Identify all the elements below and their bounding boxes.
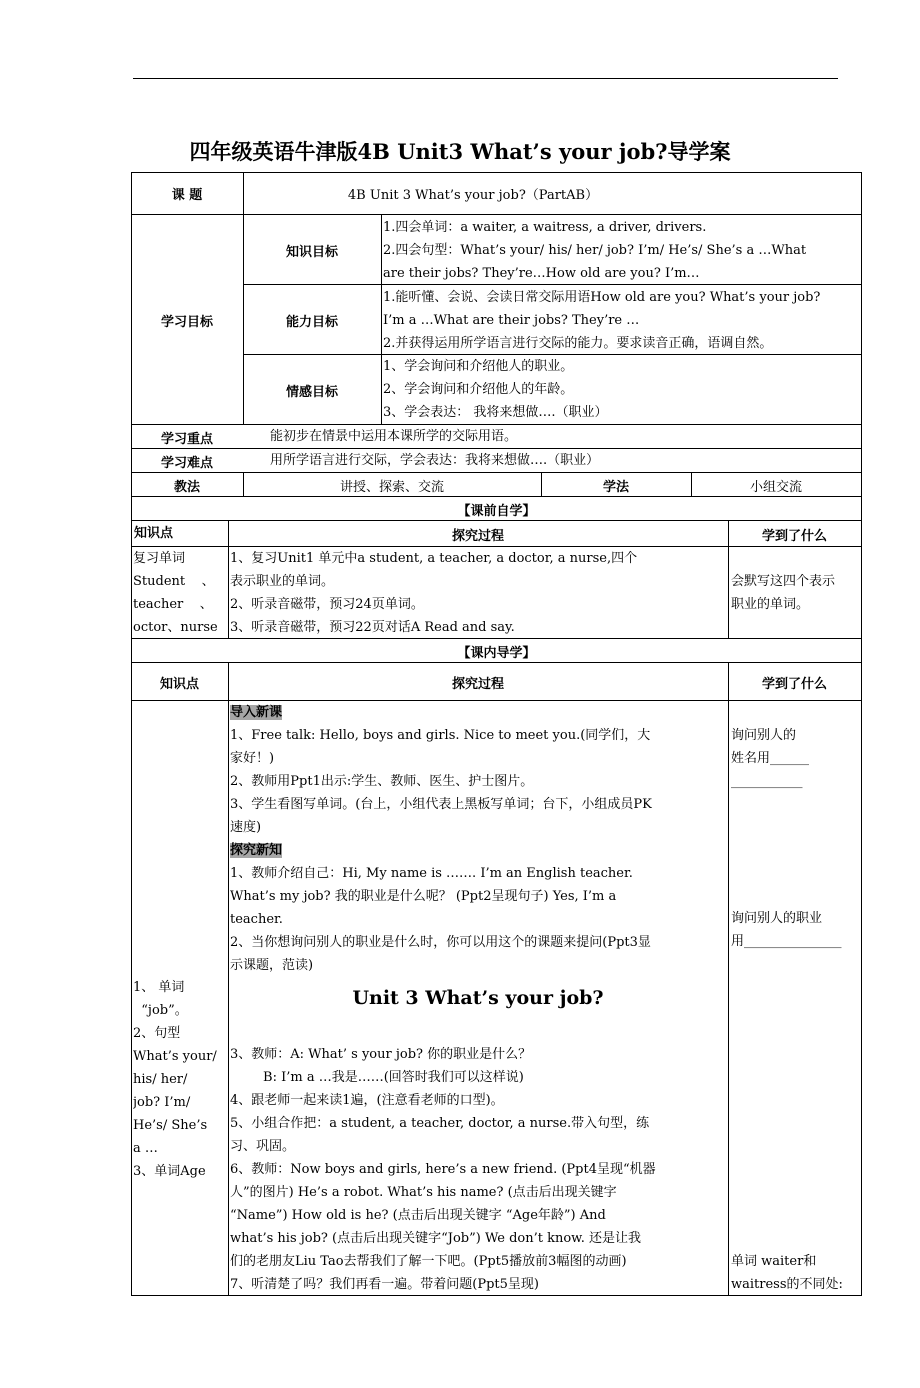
inclass-section-title: 【课内导学】 <box>457 646 536 661</box>
header-rule <box>133 78 838 79</box>
emotion-goal-label: 情感目标 <box>285 385 338 400</box>
topic-label: 课 题 <box>171 188 203 203</box>
teaching-method-value: 讲授、探索、交流 <box>339 480 444 495</box>
inclass-col-process: 探究过程 <box>451 677 504 692</box>
ability-goal-text: 1.能听懂、会说、会读日常交际用语How old are you? What’s your job? I’m a …What are their jobs? They’re … 2.并获得运用所学语言进行交际的能力。要求读音正确，语调自然。 <box>383 290 821 351</box>
inclass-process-bottom: 3、教师：A: What’ s your job? 你的职业是什么？ B: I’m a …我是……(回答时我们可以这样说) 4、跟老师一起来读1遍，(注意看老师的口型)。 5、小组合作把：a student, a teacher, doctor, a nurse.带入句型，练 习、巩固。 6、教师：Now boys and girls, here’s a new friend. (Ppt4呈现“机器 人”的图片) He’s a robot. What’s his name? (点击后出现关键字 “Name”) How old is he? (点击后出现关键字 “Age年龄”) And what’s his job? (点击后出现关键字“Job”) We don’t know. 还是让我 们的老朋友Liu Tao去帮我们了解一下吧。(Ppt5播放前3幅图的动画) 7、听清楚了吗？我们再看一遍。带着问题(Ppt5呈现) <box>230 1047 656 1292</box>
focus-value: 能初步在情景中运用本课所学的交际用语。 <box>270 429 518 444</box>
lesson-big-title: Unit 3 What’s your job? <box>352 987 604 1009</box>
page-title: 四年级英语牛津版4B Unit3 What’s your job?导学案 <box>189 139 731 164</box>
difficulty-value: 用所学语言进行交际，学会表达：我将来想做….（职业） <box>270 453 600 468</box>
preclass-process: 1、复习Unit1 单元中a student, a teacher, a doctor, a nurse,四个 表示职业的单词。 2、听录音磁带，预习24页单词。 3、听录音磁带，预习22页对话A Read and say. <box>230 551 638 635</box>
ability-goal-label: 能力目标 <box>285 315 338 330</box>
inclass-learned-name: 询问别人的 姓名用______ ___________ <box>731 728 810 789</box>
inclass-knowledge-points: 1、 单词 “job”。 2、句型 What’s your/ his/ her/ job? I’m/ He’s/ She’s a … 3、单词Age <box>133 980 217 1179</box>
inclass-process-top: 导入新课 1、Free talk: Hello, boys and girls. Nice to meet you.(同学们，大 家好！) 2、教师用Ppt1出示:学生、教师、医生、护士图片。 3、学生看图写单词。(台上，小组代表上黑板写单词；台下，小组成员PK 速度) 探究新知 1、教师介绍自己：Hi, My name is ……. I’m an English teacher. What’s my job? 我的职业是什么呢？ (Ppt2呈现句子) Yes, I’m a teacher. 2、当你想询问别人的职业是什么时，你可以用这个的课题来提问(Ppt3显 示课题，范读) <box>230 705 652 973</box>
learning-method-label: 学法 <box>602 480 629 495</box>
inclass-learned-waiter: 单词 waiter和 waitress的不同处: <box>731 1254 843 1292</box>
knowledge-goal-text: 1.四会单词：a waiter, a waitress, a driver, drivers. 2.四会句型：What’s your/ his/ her/ job? I’m/ He’s/ She’s a …What are their jobs? They’re…How old are you? I’m… <box>383 220 807 281</box>
preclass-col-learned: 学到了什么 <box>761 529 827 544</box>
preclass-col-process: 探究过程 <box>451 529 504 544</box>
knowledge-goal-label: 知识目标 <box>285 245 338 260</box>
inclass-col-learned: 学到了什么 <box>761 677 827 692</box>
difficulty-label: 学习难点 <box>160 456 213 471</box>
inclass-col-knowledge: 知识点 <box>159 677 199 692</box>
explore-heading: 探究新知 <box>230 843 283 858</box>
preclass-learned: 会默写这四个表示 职业的单词。 <box>731 574 836 612</box>
learning-method-value: 小组交流 <box>749 480 802 495</box>
focus-label: 学习重点 <box>160 432 213 447</box>
emotion-goal-text: 1、学会询问和介绍他人的职业。 2、学会询问和介绍他人的年龄。 3、学会表达： 我将来想做….（职业） <box>383 359 608 420</box>
inclass-learned-job: 询问别人的职业 用_______________ <box>731 911 842 949</box>
teaching-method-label: 教法 <box>173 480 200 495</box>
goals-label: 学习目标 <box>160 315 213 330</box>
preclass-knowledge-points: 复习单词 Student 、 teacher 、 octor、nurse <box>133 551 218 635</box>
topic-value: 4B Unit 3 What’s your job?（PartAB） <box>347 188 599 203</box>
preclass-section-title: 【课前自学】 <box>457 504 536 519</box>
intro-heading: 导入新课 <box>230 705 283 720</box>
preclass-col-knowledge: 知识点 <box>134 526 174 541</box>
